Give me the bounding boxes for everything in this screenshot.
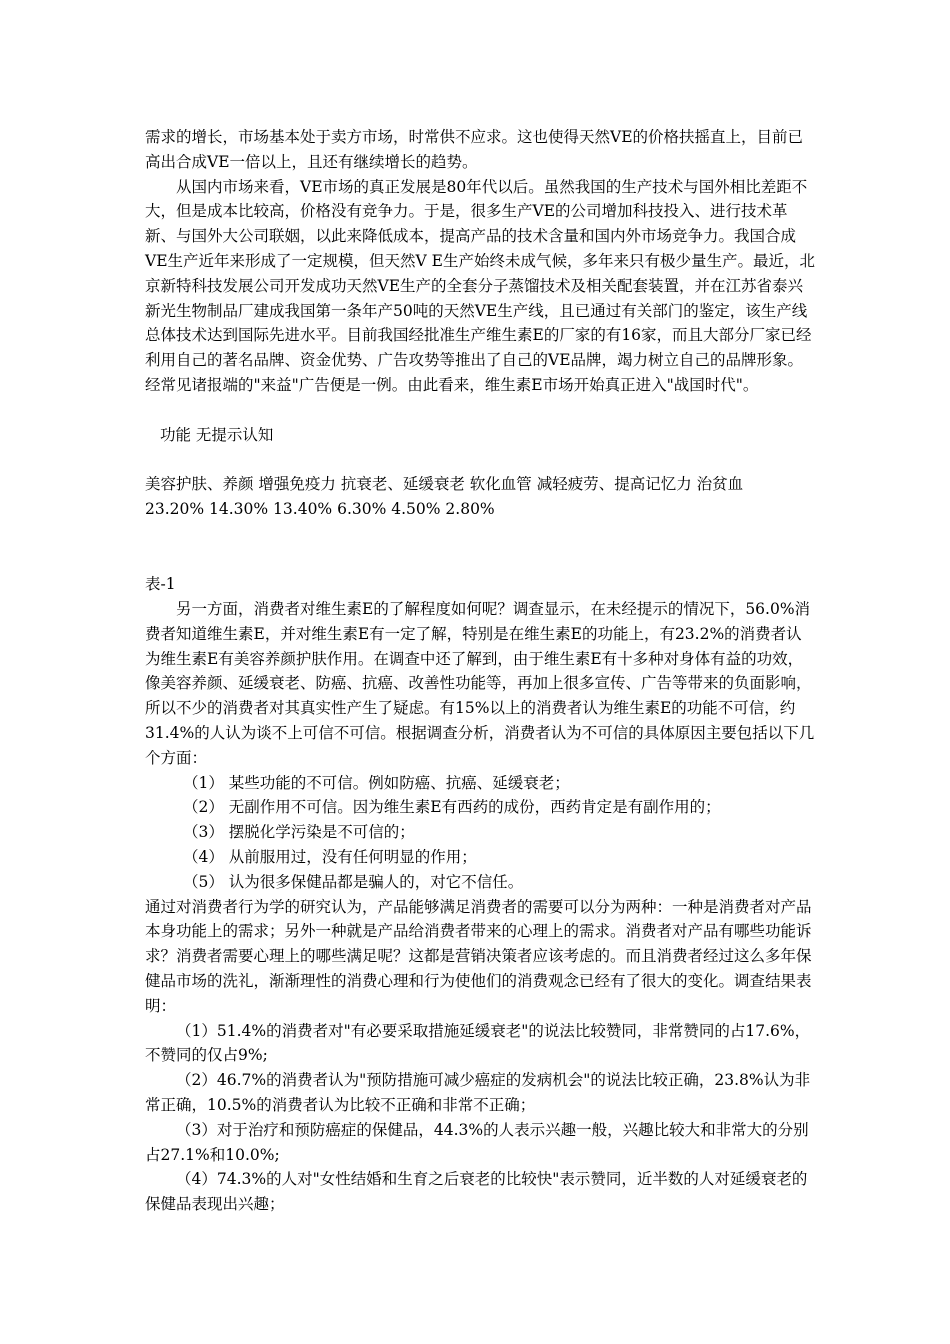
function-table-body — [145, 472, 845, 522]
finding-item: （3）对于治疗和预防癌症的保健品，44.3%的人表示兴趣一般，兴趣比较大和非常大的分别占27.1%和10.0%; — [145, 1120, 809, 1164]
reason-item: （4） 从前服用过，没有任何明显的作用； — [183, 847, 477, 866]
table-values-row: 23.20% 14.30% 13.40% 6.30% 4.50% 2.80% — [145, 499, 495, 518]
table-header-row: 美容护肤、养颜 增强免疫力 抗衰老、延缓衰老 软化血管 减轻疲劳、提高记忆力 治贫血 — [145, 475, 744, 493]
finding-item: （1）51.4%的消费者对"有必要采取措施延缓衰老"的说法比较赞同，非常赞同的占17.6%，不赞同的仅占9%; — [145, 1021, 811, 1065]
function-table — [145, 423, 815, 448]
paragraph-consumer-awareness: 另一方面，消费者对维生素E的了解程度如何呢？调查显示，在未经提示的情况下，56.0%消费者知道维生素E，并对维生素E有一定了解，特别是在维生素E的功能上，有23.2%的消费者认为维生素E有美容养颜护肤作用。在调查中还了解到，由于维生素E有十多种对身体有益的功效，像美容养颜、延缓衰老、防癌、抗癌、改善性功能等，再加上很多宣传、广告等带来的负面影响，所以不少的消费者对其真实性产生了疑虑。有15%以上的消费者认为维生素E的功能不可信，约31.4%的人认为谈不上可信不可信。根据调查分析，消费者认为不可信的具体原因主要包括以下几个方面： — [145, 600, 815, 767]
reason-item: （5） 认为很多保健品都是骗人的，对它不信任。 — [183, 872, 524, 891]
reason-item: （1） 某些功能的不可信。例如防癌、抗癌、延缓衰老； — [183, 773, 570, 792]
table-caption: 表-1 — [145, 575, 176, 593]
finding-item: （4）74.3%的人对"女性结婚和生育之后衰老的比较快"表示赞同，近半数的人对延缓衰老的保健品表现出兴趣； — [145, 1170, 808, 1214]
table-caption-block — [145, 572, 815, 597]
paragraph-domestic-market: 从国内市场来看，VE市场的真正发展是80年代以后。虽然我国的生产技术与国外相比差距不大，但是成本比较高，价格没有竞争力。于是，很多生产VE的公司增加科技投入、进行技术革新、与国外大公司联姻，以此来降低成本，提高产品的技术含量和国内外市场竞争力。我国合成VE生产近年来形成了一定规模，但天然V E生产始终未成气候，多年来只有极少量生产。最近，北京新特科技发展公司开发成功天然VE生产的全套分子蒸馏技术及相关配套装置，并在江苏省泰兴新光生物制品厂建成我国第一条年产50吨的天然VE生产线，且已通过有关部门的鉴定，该生产线总体技术达到国际先进水平。目前我国经批准生产维生素E的厂家的有16家，而且大部分厂家已经利用自己的著名品牌、资金优势、广告攻势等推出了自己的VE品牌，竭力树立自己的品牌形象。经常见诸报端的"来益"广告便是一例。由此看来，维生素E市场开始真正进入"战国时代"。 — [145, 177, 815, 394]
consumer-analysis-section — [145, 597, 815, 1217]
reason-item: （2） 无副作用不可信。因为维生素E有西药的成份，西药肯定是有副作用的； — [183, 798, 721, 817]
table-title: 功能 无提示认知 — [160, 426, 274, 444]
market-intro-section — [145, 125, 815, 398]
reason-item: （3） 摆脱化学污染是不可信的； — [183, 823, 415, 842]
finding-item: （2）46.7%的消费者认为"预防措施可减少癌症的发病机会"的说法比较正确，23.8%认为非常正确，10.5%的消费者认为比较不正确和非常不正确； — [145, 1071, 811, 1114]
paragraph-consumer-behavior: 通过对消费者行为学的研究认为，产品能够满足消费者的需要可以分为两种：一种是消费者对产品本身功能上的需求；另外一种就是产品给消费者带来的心理上的需求。消费者对产品有哪些功能诉求？消费者需要心理上的哪些满足呢？这都是营销决策者应该考虑的。而且消费者经过这么多年保健品市场的洗礼，渐渐理性的消费心理和行为使他们的消费观念已经有了很大的变化。调查结果表明： — [145, 897, 812, 1015]
paragraph-demand: 需求的增长，市场基本处于卖方市场，时常供不应求。这也使得天然VE的价格扶摇直上，目前已高出合成VE一倍以上，且还有继续增长的趋势。 — [145, 128, 804, 171]
